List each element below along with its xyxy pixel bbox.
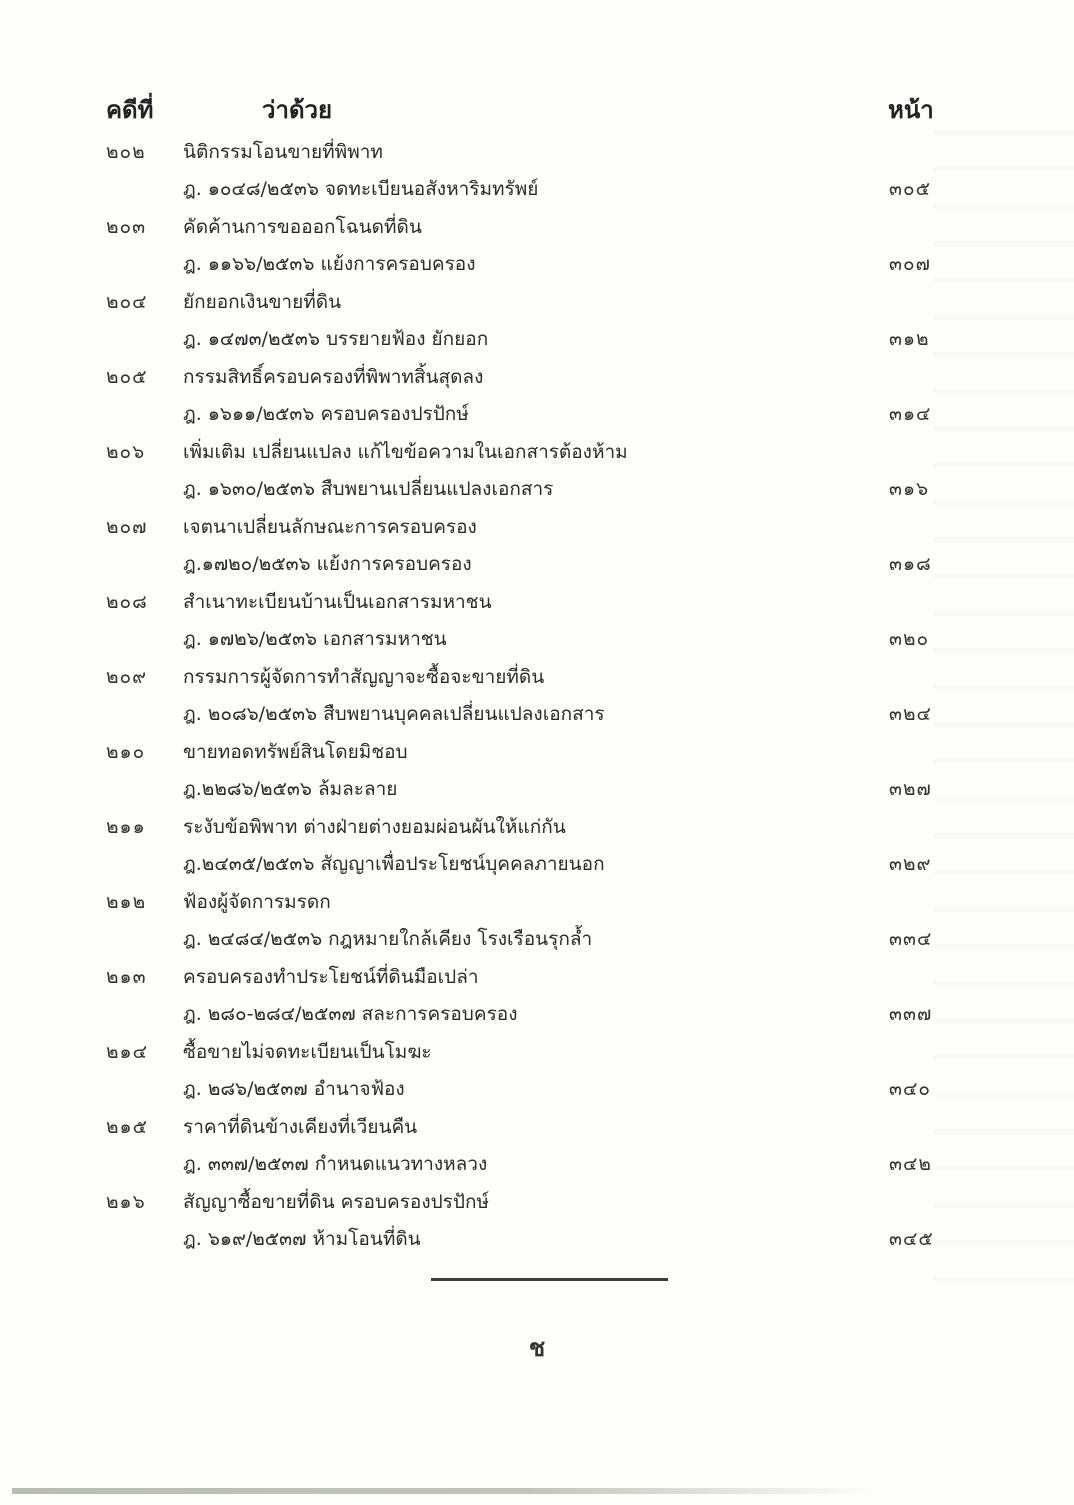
case-number: ๒๐๕ <box>106 366 148 388</box>
case-title: ยักยอกเงินขายที่ดิน <box>183 291 342 313</box>
judgment-reference: ฎ. ๑๖๓๐/๒๕๓๖ สืบพยานเปลี่ยนแปลงเอกสาร <box>183 478 554 500</box>
case-title: สำเนาทะเบียนบ้านเป็นเอกสารมหาชน <box>183 591 492 613</box>
page-number: ๓๔๒ <box>889 1153 932 1175</box>
contents-entry <box>0 959 1074 1034</box>
case-title: ขายทอดทรัพย์สินโดยมิชอบ <box>183 741 408 763</box>
contents-entry <box>0 284 1074 359</box>
page-number: ๓๑๒ <box>889 328 930 350</box>
judgment-reference: ฎ. ๑๐๔๘/๒๕๓๖ จดทะเบียนอสังหาริมทรัพย์ <box>183 178 539 200</box>
case-number: ๒๑๐ <box>106 741 146 763</box>
judgment-reference: ฎ. ๖๑๙/๒๕๓๗ ห้ามโอนที่ดิน <box>183 1228 421 1250</box>
contents-entry <box>0 734 1074 809</box>
contents-entry <box>0 659 1074 734</box>
page-number: ๓๑๔ <box>889 403 932 425</box>
contents-entry <box>0 1034 1074 1109</box>
case-title: เพิ่มเติม เปลี่ยนแปลง แก้ไขข้อความในเอกสารต้องห้าม <box>183 441 628 463</box>
case-title: ระงับข้อพิพาท ต่างฝ่ายต่างยอมผ่อนผันให้แก่กัน <box>183 816 566 838</box>
judgment-reference: ฎ. ๒๐๘๖/๒๕๓๖ สืบพยานบุคคลเปลี่ยนแปลงเอกสาร <box>183 703 605 725</box>
case-number: ๒๑๖ <box>106 1191 146 1213</box>
page-number: ๓๒๔ <box>889 703 932 725</box>
judgment-reference: ฎ. ๑๖๑๑/๒๕๓๖ ครอบครองปรปักษ์ <box>183 403 469 425</box>
case-title: กรรมการผู้จัดการทำสัญญาจะซื้อจะขายที่ดิน <box>183 666 545 688</box>
contents-entry <box>0 134 1074 209</box>
judgment-reference: ฎ. ๑๔๗๓/๒๕๓๖ บรรยายฟ้อง ยักยอก <box>183 328 489 350</box>
case-number-column-header: คดีที่ <box>106 96 154 124</box>
case-number: ๒๐๙ <box>106 666 148 688</box>
case-number: ๒๑๒ <box>106 891 147 913</box>
judgment-reference: ฎ. ๒๔๘๔/๒๕๓๖ กฎหมายใกล้เคียง โรงเรือนรุกล้ำ <box>183 928 593 950</box>
judgment-reference: ฎ. ๑๑๖๖/๒๕๓๖ แย้งการครอบครอง <box>183 253 476 275</box>
case-number: ๒๐๖ <box>106 441 146 463</box>
judgment-reference: ฎ. ๒๘๖/๒๕๓๗ อำนาจฟ้อง <box>183 1078 405 1100</box>
case-title: นิติกรรมโอนขายที่พิพาท <box>183 141 383 163</box>
judgment-reference: ฎ. ๓๓๗/๒๕๓๗ กำหนดแนวทางหลวง <box>183 1153 488 1175</box>
page-number: ๓๑๖ <box>889 478 930 500</box>
case-number: ๒๑๑ <box>106 816 146 838</box>
case-title: ราคาที่ดินข้างเคียงที่เวียนคืน <box>183 1116 418 1138</box>
judgment-reference: ฎ. ๑๗๒๖/๒๕๓๖ เอกสารมหาชน <box>183 628 447 650</box>
page-number: ๓๒๙ <box>889 853 932 875</box>
contents-entry <box>0 509 1074 584</box>
contents-entry <box>0 434 1074 509</box>
page-number: ๓๒๐ <box>889 628 930 650</box>
case-title: ซื้อขายไม่จดทะเบียนเป็นโมฆะ <box>183 1041 432 1063</box>
case-title: เจตนาเปลี่ยนลักษณะการครอบครอง <box>183 516 477 538</box>
page-column-header: หน้า <box>888 96 934 124</box>
page-number: ๓๑๘ <box>889 553 932 575</box>
case-title: คัดค้านการขอออกโฉนดที่ดิน <box>183 216 422 238</box>
case-number: ๒๐๔ <box>106 291 148 313</box>
contents-entry <box>0 209 1074 284</box>
case-title: ฟ้องผู้จัดการมรดก <box>183 891 331 913</box>
judgment-reference: ฎ. ๒๘๐-๒๘๔/๒๕๓๗ สละการครอบครอง <box>183 1003 518 1025</box>
contents-entry <box>0 359 1074 434</box>
contents-entry <box>0 1184 1074 1259</box>
case-title: ครอบครองทำประโยชน์ที่ดินมือเปล่า <box>183 966 479 988</box>
page-number: ๓๒๗ <box>889 778 932 800</box>
judgment-reference: ฎ.๑๗๒๐/๒๕๓๖ แย้งการครอบครอง <box>183 553 472 575</box>
table-header <box>0 86 1074 126</box>
case-number: ๒๐๓ <box>106 216 147 238</box>
case-title: สัญญาซื้อขายที่ดิน ครอบครองปรปักษ์ <box>183 1191 489 1213</box>
page-number: ๓๓๗ <box>889 1003 933 1025</box>
case-number: ๒๐๗ <box>106 516 148 538</box>
page-number: ๓๔๐ <box>889 1078 931 1100</box>
case-number: ๒๑๔ <box>106 1041 148 1063</box>
contents-entry <box>0 584 1074 659</box>
page-folio: ช <box>528 1334 546 1362</box>
page-number: ๓๐๕ <box>889 178 931 200</box>
end-divider <box>431 1278 668 1281</box>
case-title: กรรมสิทธิ์ครอบครองที่พิพาทสิ้นสุดลง <box>183 366 484 388</box>
case-number: ๒๐๒ <box>106 141 146 163</box>
page-number: ๓๓๔ <box>889 928 933 950</box>
contents-list <box>0 134 1074 1259</box>
page-number: ๓๔๕ <box>889 1228 934 1250</box>
contents-entry <box>0 884 1074 959</box>
case-number: ๒๐๘ <box>106 591 148 613</box>
contents-entry <box>0 809 1074 884</box>
case-number: ๒๑๕ <box>106 1116 148 1138</box>
subject-column-header: ว่าด้วย <box>262 96 333 124</box>
case-number: ๒๑๓ <box>106 966 147 988</box>
contents-entry <box>0 1109 1074 1184</box>
judgment-reference: ฎ.๒๒๘๖/๒๕๓๖ ล้มละลาย <box>183 778 398 800</box>
judgment-reference: ฎ.๒๔๓๕/๒๕๓๖ สัญญาเพื่อประโยชน์บุคคลภายนอก <box>183 853 605 875</box>
page-number: ๓๐๗ <box>889 253 931 275</box>
scan-edge <box>12 1488 872 1494</box>
